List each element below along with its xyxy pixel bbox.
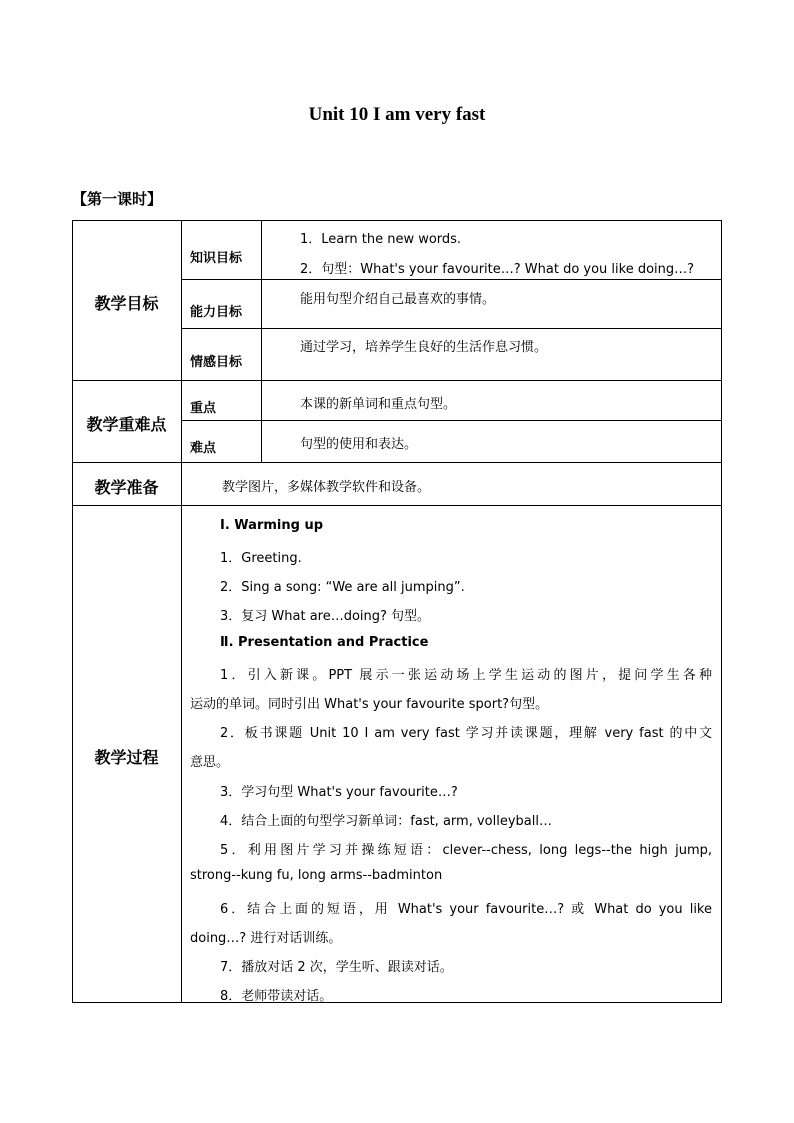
difficulty-label: 难点 (190, 441, 217, 456)
knowledge-objective-label: 知识目标 (190, 251, 243, 266)
preparation-text: 教学图片，多媒体教学软件和设备。 (222, 480, 431, 495)
emotion-objective-label: 情感目标 (190, 355, 243, 370)
process-label: 教学过程 (94, 748, 159, 767)
emotion-objective-text: 通过学习，培养学生良好的生活作息习惯。 (300, 340, 548, 355)
process-line: 5．利用图片学习并操练短语：clever--chess, long legs--the high jump, (220, 843, 712, 858)
process-line: 1．Greeting. (220, 551, 302, 566)
process-heading-presentation: Ⅱ. Presentation and Practice (220, 635, 429, 650)
lesson-heading: 【第一课时】 (72, 190, 163, 208)
row-divider-ability (181, 328, 722, 329)
ability-objective-text: 能用句型介绍自己最喜欢的事情。 (300, 292, 496, 307)
process-line: 4．结合上面的句型学习新单词：fast, arm, volleyball… (220, 814, 552, 829)
column-divider-sub (261, 220, 262, 462)
lesson-plan-table (72, 220, 722, 1003)
table-border-top (72, 220, 722, 221)
column-divider-main (181, 220, 182, 1003)
difficulty-text: 句型的使用和表达。 (300, 437, 418, 452)
focus-text: 本课的新单词和重点句型。 (300, 397, 457, 412)
process-line: 7．播放对话 2 次，学生听、跟读对话。 (220, 960, 453, 975)
objectives-label: 教学目标 (94, 294, 159, 313)
row-divider-focus (181, 420, 722, 421)
row-divider-objectives (72, 380, 722, 381)
row-divider-preparation (72, 505, 722, 506)
knowledge-objective-line1: 1．Learn the new words. (300, 232, 462, 247)
process-line: 2．板书课题 Unit 10 I am very fast 学习并读课题，理解 very fast 的中文 (220, 726, 712, 741)
process-heading-warming: Ⅰ. Warming up (220, 518, 324, 533)
row-divider-keypoints (72, 462, 722, 463)
process-line: 运动的单词。同时引出 What's your favourite sport?句型。 (190, 697, 549, 712)
key-points-label: 教学重难点 (86, 415, 167, 434)
process-line: 2．Sing a song: “We are all jumping”. (220, 580, 465, 595)
process-line: 3．复习 What are…doing? 句型。 (220, 609, 431, 624)
knowledge-objective-line2: 2．句型：What's your favourite…? What do you like doing…? (300, 262, 695, 277)
process-line: 6．结合上面的短语，用 What's your favourite…? 或 What do you like (220, 902, 712, 917)
focus-label: 重点 (190, 401, 217, 416)
process-line: 3．学习句型 What's your favourite…? (220, 785, 458, 800)
ability-objective-label: 能力目标 (190, 305, 243, 320)
document-title: Unit 10 I am very fast (308, 104, 486, 125)
process-line: 1．引入新课。PPT 展示一张运动场上学生运动的图片，提问学生各种 (220, 668, 712, 683)
table-border-left (72, 220, 73, 1003)
process-line: 意思。 (190, 755, 230, 770)
row-divider-knowledge (181, 279, 722, 280)
process-line: doing…? 进行对话训练。 (190, 931, 342, 946)
preparation-label: 教学准备 (94, 478, 159, 497)
process-line: strong--kung fu, long arms--badminton (190, 868, 443, 883)
process-line: 8．老师带读对话。 (220, 989, 333, 1004)
